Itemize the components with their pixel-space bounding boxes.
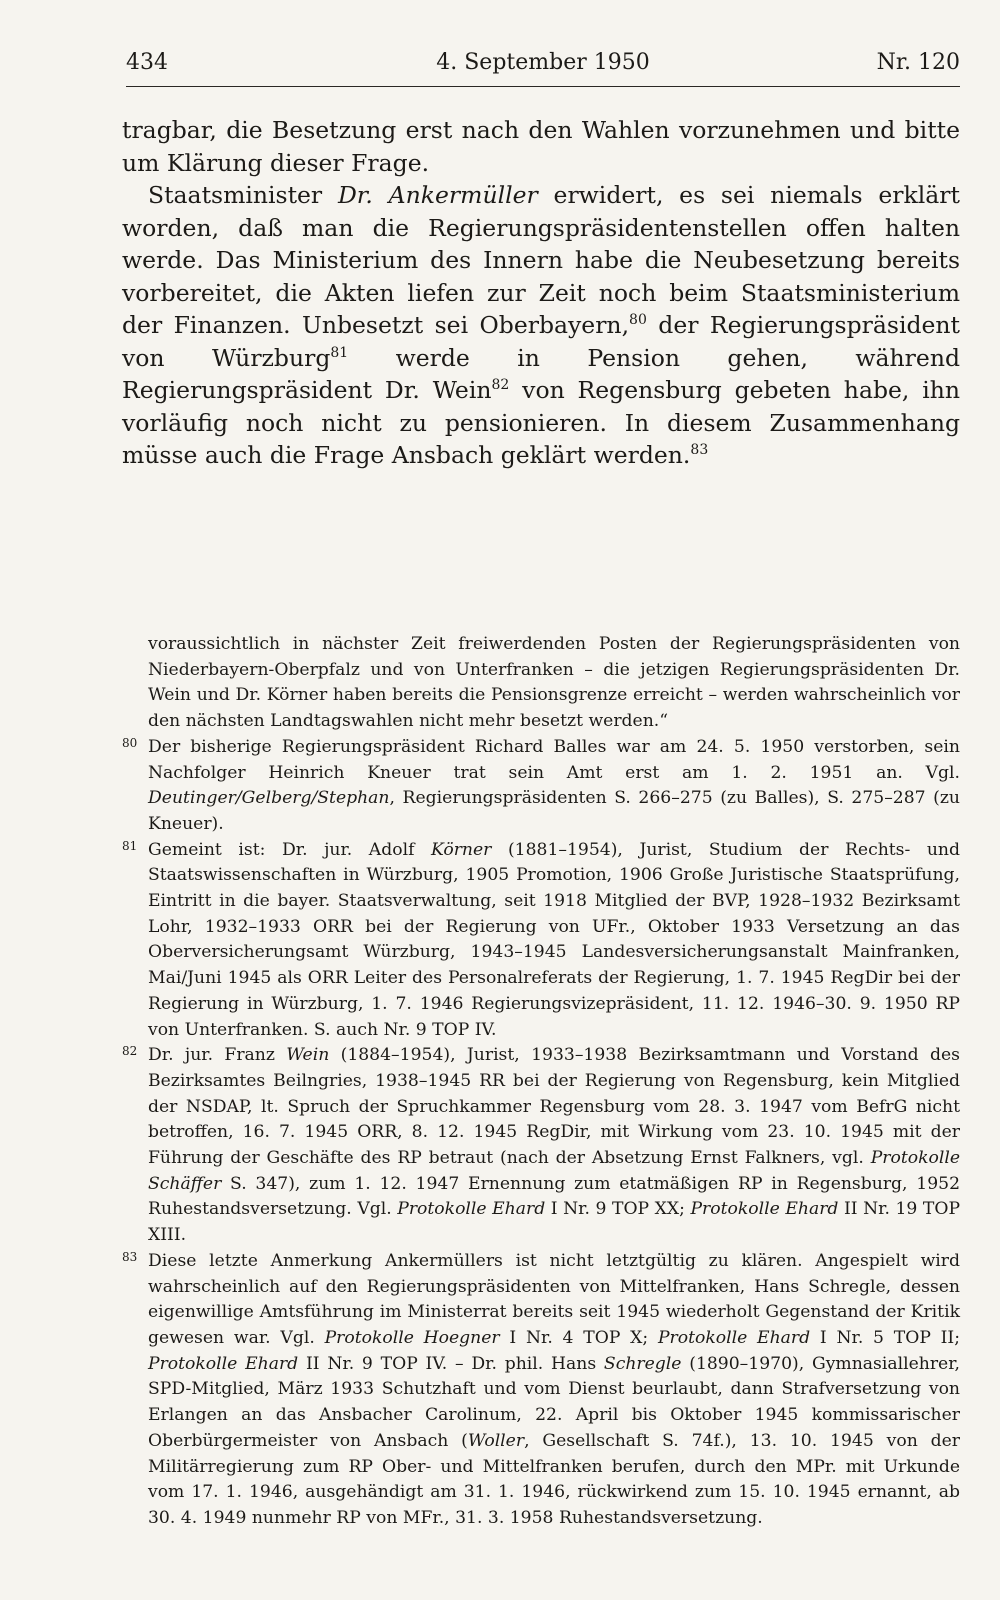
footnote-ref-81[interactable]: 81 — [330, 344, 349, 361]
footnote-continuation: voraussichtlich in nächster Zeit freiwerdenden Posten der Regierungspräsidenten von Niederbayern-Oberpfalz und von Unterfranken – die jetzigen Regierungspräsidenten Dr. Wein und Dr. Körner haben bereits die Pensionsgrenze erreicht – werden wahrscheinlich vor den nächsten Landtagswahlen nicht mehr besetzt werden.“ — [148, 634, 960, 732]
footnote-text: II Nr. 9 TOP IV. – Dr. phil. Hans — [298, 1353, 604, 1374]
citation-title: Protokolle Hoegner — [324, 1327, 500, 1348]
footnote-text: , Regierungspräsidenten S. 266–275 (zu Balles), S. 275–287 (zu Kneuer). — [148, 788, 960, 834]
p2-dr: Dr. — [337, 181, 373, 209]
footnote-number: 83 — [122, 1249, 138, 1264]
footnote-text: , Gesellschaft S. 74f.), 13. 10. 1945 von der Militärregierung zum RP Ober- und Mittelfranken berufen, durch den MPr. mit Urkunde vom 17. 1. 1946, ausgehändigt am 31. 1. 1946, rückwirkend zum 15. 10. 1945 ernannt, ab 30. 4. 1949 nunmehr RP von MFr., 31. 3. 1958 Ruhestandsversetzung. — [148, 1430, 960, 1528]
footnote-80 — [122, 735, 960, 838]
footnote-ref-82[interactable]: 82 — [491, 377, 510, 394]
footnote-text: S. 347), zum 1. 12. 1947 Ernennung zum etatmäßigen RP in Regensburg, 1952 Ruhestandsversetzung. Vgl. — [148, 1173, 960, 1220]
footnote-text: (1881–1954), Jurist, Studium der Rechts- und Staatswissenschaften in Würzburg, 1905 Promotion, 1906 Große Juristische Staatsprüfung, Eintritt in die bayer. Staatsverwaltung, seit 1918 Mitglied der BVP, 1928–1932 Bezirksamt Lohr, 1932–1933 ORR bei der Regierung von UFr., Oktober 1933 Versetzung an das Oberversicherungsamt Würzburg, 1943–1945 Landesversicherungsanstalt Mainfranken, Mai/Juni 1945 als ORR Leiter des Personalreferats der Regierung, 1. 7. 1945 RegDir bei der Regierung in Würzburg, 1. 7. 1946 Regierungsvizepräsident, 11. 12. 1946–30. 9. 1950 RP von Unterfranken. S. auch Nr. 9 TOP IV. — [148, 839, 960, 1040]
citation-title: Protokolle Ehard — [397, 1199, 546, 1220]
person-name: Körner — [430, 839, 492, 860]
p2-text: der Regierungspräsident von Würzburg — [122, 311, 960, 372]
page-number: 434 — [126, 50, 168, 75]
footnote-text: I Nr. 4 TOP X; — [499, 1327, 658, 1348]
footnote-text: Dr. jur. Franz — [148, 1045, 287, 1066]
footnote-text: I Nr. 9 TOP XX; — [545, 1199, 691, 1220]
citation-title: Protokolle Ehard — [690, 1199, 839, 1220]
footnote-number: 82 — [122, 1044, 138, 1059]
p2-text: Staatsminister — [148, 181, 338, 209]
person-name: Schregle — [603, 1353, 682, 1374]
footnote-text: Diese letzte Anmerkung Ankermüllers ist nicht letztgültig zu klären. Angespielt wird wahrscheinlich auf den Regierungspräsidenten von Mittelfranken, Hans Schregle, dessen eigenwillige Amtsführung im Ministerrat bereits seit 1945 wiederholt Gegenstand der Kritik gewesen war. Vgl. — [148, 1250, 960, 1348]
citation-title: Protokolle Ehard — [148, 1353, 299, 1374]
main-text — [122, 114, 960, 472]
footnote-text: (1890–1970), Gymnasiallehrer, SPD-Mitglied, März 1933 Schutzhaft und vom Dienst beurlaubt, dann Strafversetzung von Erlangen an das Ansbacher Carolinum, 22. April bis Oktober 1945 kommissarischer Oberbürgermeister von Ansbach ( — [148, 1353, 960, 1451]
footnote-83 — [122, 1249, 960, 1532]
citation-author: Woller — [467, 1430, 525, 1451]
p2-text: werde in Pension gehen, während Regierungspräsident Dr. Wein — [122, 343, 961, 404]
footnote-number: 81 — [122, 838, 138, 853]
citation-title: Protokolle Schäffer — [148, 1148, 960, 1194]
p2-text: von Regensburg gebeten habe, ihn vorläufig noch nicht zu pensionieren. In diesem Zusammenhang müsse auch die Frage Ansbach geklärt werden. — [122, 376, 960, 469]
person-ankermueller: Ankermüller — [372, 181, 538, 209]
footnote-text: (1884–1954), Jurist, 1933–1938 Bezirksamtmann und Vorstand des Bezirksamtes Beilngries, 1938–1945 RR bei der Regierung von Regensburg, kein Mitglied der NSDAP, lt. Spruch der Spruchkammer Regensburg vom 28. 3. 1947 vom BefrG nicht betroffen, 16. 7. 1945 ORR, 8. 12. 1945 RegDir, mit Wirkung vom 23. 10. 1945 mit der Führung der Geschäfte des RP betraut (nach der Absetzung Ernst Falkners, vgl. — [148, 1045, 960, 1169]
footnote-82 — [122, 1043, 960, 1249]
footnote-ref-80[interactable]: 80 — [629, 312, 647, 329]
footnote-number: 80 — [122, 735, 138, 750]
footnotes — [122, 632, 960, 1532]
paragraph-2 — [122, 179, 960, 472]
footnote-text: I Nr. 5 TOP II; — [810, 1327, 961, 1348]
document-number: Nr. 120 — [876, 50, 960, 75]
footnote-text: II Nr. 19 TOP XIII. — [148, 1199, 961, 1246]
page-header — [126, 50, 960, 87]
footnote-81 — [122, 838, 960, 1044]
footnote-text: Gemeint ist: Dr. jur. Adolf — [148, 839, 431, 860]
header-date: 4. September 1950 — [436, 50, 650, 75]
footnote-ref-83[interactable]: 83 — [690, 442, 709, 459]
citation-title: Protokolle Ehard — [657, 1327, 811, 1348]
p2-text: erwidert, es sei niemals erklärt worden, daß man die Regierungspräsidentenstellen offen halten werde. Das Ministerium des Innern habe die Neubesetzung bereits vorbereitet, die Akten liefen zur Zeit noch beim Staatsministerium der Finanzen. Unbesetzt sei Oberbayern, — [122, 181, 960, 339]
footnote-text: Der bisherige Regierungspräsident Richard Balles war am 24. 5. 1950 verstorben, sein Nachfolger Heinrich Kneuer trat sein Amt erst am 1. 2. 1951 an. Vgl. — [148, 736, 960, 783]
paragraph-1: tragbar, die Besetzung erst nach den Wahlen vorzunehmen und bitte um Klärung dieser Frage. — [122, 116, 960, 177]
citation-title: Deutinger/Gelberg/Stephan — [148, 788, 390, 809]
person-name: Wein — [286, 1045, 330, 1066]
